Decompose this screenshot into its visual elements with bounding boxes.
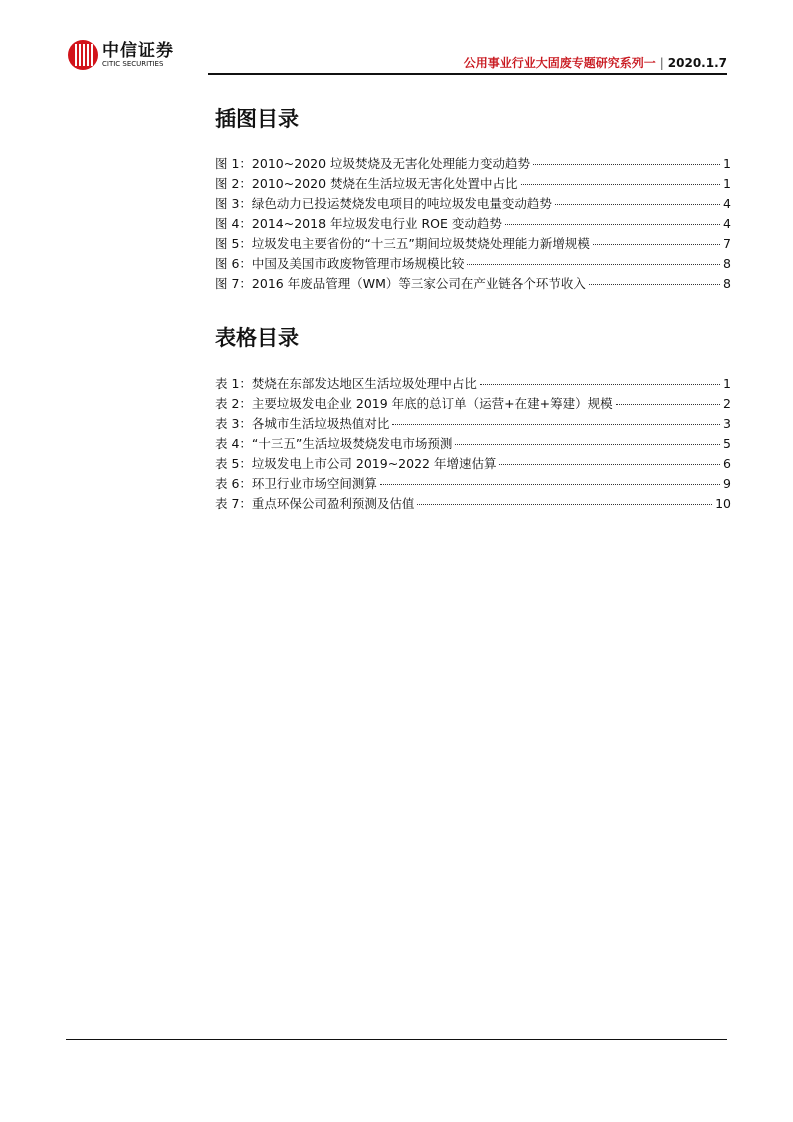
toc-entry[interactable] (215, 254, 731, 274)
toc-entry[interactable] (215, 494, 731, 514)
toc-leader-dots (555, 204, 720, 205)
toc-entry[interactable] (215, 174, 731, 194)
toc-entry-label: 图 2：2010~2020 焚烧在生活垃圾无害化处置中占比 (215, 176, 518, 191)
toc-entry-page: 3 (723, 416, 731, 431)
toc-entry-label: 表 7：重点环保公司盈利预测及估值 (215, 496, 415, 511)
toc-entry-page: 1 (723, 176, 731, 191)
citic-logo-icon (68, 40, 98, 70)
citic-logo (68, 40, 174, 70)
toc-entry-page: 10 (715, 496, 731, 511)
toc-entry[interactable] (215, 234, 731, 254)
logo-chinese: 中信证券 (102, 40, 174, 61)
toc-leader-dots (521, 184, 721, 185)
report-date: 2020.1.7 (667, 56, 727, 70)
toc-entry-label: 图 5：垃圾发电主要省份的“十三五”期间垃圾焚烧处理能力新增规模 (215, 236, 590, 251)
toc-entry-label: 图 7：2016 年废品管理（WM）等三家公司在产业链各个环节收入 (215, 276, 586, 291)
toc-leader-dots (533, 164, 720, 165)
report-series-title: 公用事业行业大固废专题研究系列一 (463, 56, 656, 70)
toc-entry-label: 表 3：各城市生活垃圾热值对比 (215, 416, 390, 431)
toc-entry-page: 6 (723, 456, 731, 471)
figures-toc-title: 插图目录 (215, 107, 299, 131)
toc-entry[interactable] (215, 414, 731, 434)
toc-entry-page: 5 (723, 436, 731, 451)
toc-leader-dots (499, 464, 720, 465)
toc-entry-label: 表 1：焚烧在东部发达地区生活垃圾处理中占比 (215, 376, 477, 391)
toc-entry-page: 2 (723, 396, 731, 411)
toc-entry-label: 图 3：绿色动力已投运焚烧发电项目的吨垃圾发电量变动趋势 (215, 196, 552, 211)
report-header (464, 54, 727, 71)
toc-leader-dots (392, 424, 720, 425)
toc-entry-page: 9 (723, 476, 731, 491)
footer-divider (66, 1039, 727, 1040)
toc-entry[interactable] (215, 434, 731, 454)
tables-toc (215, 374, 731, 514)
toc-entry-label: 表 6：环卫行业市场空间测算 (215, 476, 377, 491)
figures-toc (215, 154, 731, 294)
toc-entry-label: 图 6：中国及美国市政废物管理市场规模比较 (215, 256, 465, 271)
tables-toc-title: 表格目录 (215, 326, 299, 350)
toc-entry-label: 图 4：2014~2018 年垃圾发电行业 ROE 变动趋势 (215, 216, 502, 231)
toc-entry-page: 4 (723, 216, 731, 231)
toc-leader-dots (380, 484, 720, 485)
toc-entry[interactable] (215, 154, 731, 174)
header-divider (208, 73, 727, 75)
toc-leader-dots (593, 244, 720, 245)
toc-leader-dots (480, 384, 720, 385)
toc-entry-label: 表 5：垃圾发电上市公司 2019~2022 年增速估算 (215, 456, 497, 471)
header-separator: | (659, 56, 664, 70)
toc-leader-dots (616, 404, 720, 405)
toc-leader-dots (467, 264, 720, 265)
toc-entry[interactable] (215, 474, 731, 494)
toc-entry-label: 表 2：主要垃圾发电企业 2019 年底的总订单（运营+在建+筹建）规模 (215, 396, 613, 411)
toc-entry-page: 1 (723, 156, 731, 171)
toc-leader-dots (417, 504, 712, 505)
toc-entry-label: 表 4：“十三五”生活垃圾焚烧发电市场预测 (215, 436, 453, 451)
toc-entry-page: 8 (723, 256, 731, 271)
logo-english: CITIC SECURITIES (102, 59, 164, 68)
toc-entry[interactable] (215, 194, 731, 214)
toc-entry-label: 图 1：2010~2020 垃圾焚烧及无害化处理能力变动趋势 (215, 156, 530, 171)
toc-leader-dots (589, 284, 720, 285)
toc-entry[interactable] (215, 274, 731, 294)
toc-entry[interactable] (215, 214, 731, 234)
toc-leader-dots (455, 444, 720, 445)
toc-entry-page: 4 (723, 196, 731, 211)
toc-entry[interactable] (215, 374, 731, 394)
toc-entry-page: 7 (723, 236, 731, 251)
toc-entry-page: 1 (723, 376, 731, 391)
toc-entry-page: 8 (723, 276, 731, 291)
toc-entry[interactable] (215, 454, 731, 474)
toc-entry[interactable] (215, 394, 731, 414)
toc-leader-dots (505, 224, 720, 225)
